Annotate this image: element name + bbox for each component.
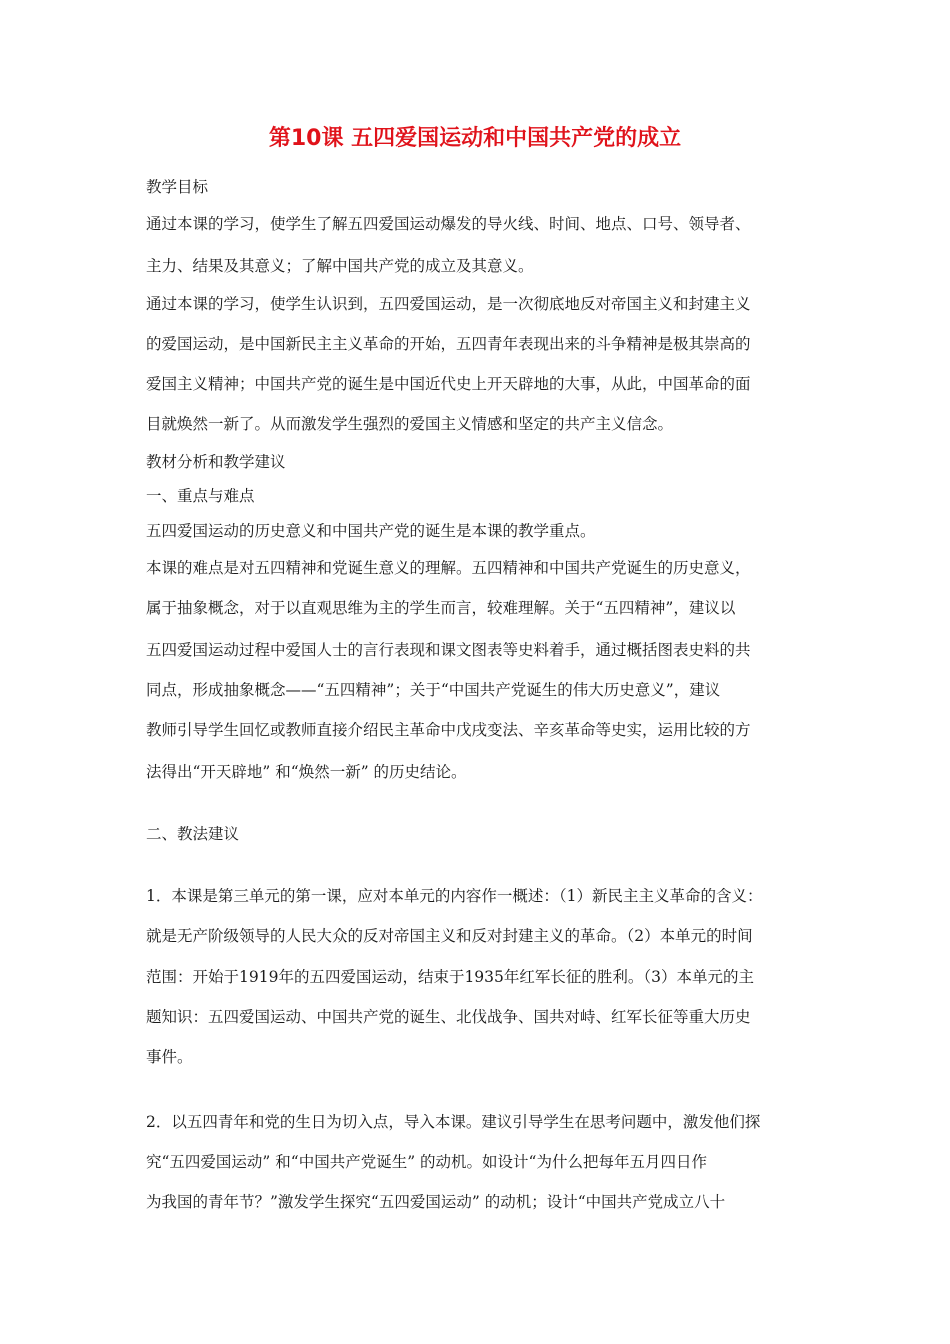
paragraph-line: 的爱国运动，是中国新民主主义革命的开始，五四青年表现出来的斗争精神是极其崇高的 — [146, 335, 751, 353]
paragraph-line: 五四爱国运动的历史意义和中国共产党的诞生是本课的教学重点。 — [146, 522, 596, 540]
paragraph-line: 1．本课是第三单元的第一课，应对本单元的内容作一概述：（1）新民主主义革命的含义： — [146, 887, 763, 905]
paragraph-line: 爱国主义精神；中国共产党的诞生是中国近代史上开天辟地的大事，从此，中国革命的面 — [146, 375, 751, 393]
heading-method-suggestions: 二、教法建议 — [146, 825, 240, 843]
paragraph-line: 题知识：五四爱国运动、中国共产党的诞生、北伐战争、国共对峙、红军长征等重大历史 — [146, 1008, 751, 1026]
paragraph-line: 事件。 — [146, 1048, 193, 1066]
heading-key-points: 一、重点与难点 — [146, 487, 255, 505]
paragraph-line: 主力、结果及其意义；了解中国共产党的成立及其意义。 — [146, 257, 534, 275]
paragraph-line: 通过本课的学习，使学生认识到，五四爱国运动，是一次彻底地反对帝国主义和封建主义 — [146, 295, 751, 313]
paragraph-line: 为我国的青年节？”激发学生探究“五四爱国运动” 的动机；设计“中国共产党成立八十 — [146, 1193, 726, 1211]
paragraph-line: 究“五四爱国运动” 和“中国共产党诞生” 的动机。如设计“为什么把每年五月四日作 — [146, 1153, 707, 1171]
paragraph-line: 目就焕然一新了。从而激发学生强烈的爱国主义情感和坚定的共产主义信念。 — [146, 415, 674, 433]
paragraph-line: 法得出“开天辟地” 和“焕然一新” 的历史结论。 — [146, 763, 467, 781]
paragraph-line: 同点，形成抽象概念——“五四精神”；关于“中国共产党诞生的伟大历史意义”，建议 — [146, 681, 721, 699]
paragraph-line: 五四爱国运动过程中爱国人士的言行表现和课文图表等史料着手，通过概括图表史料的共 — [146, 641, 751, 659]
paragraph-line: 通过本课的学习，使学生了解五四爱国运动爆发的导火线、时间、地点、口号、领导者、 — [146, 215, 751, 233]
paragraph-line: 本课的难点是对五四精神和党诞生意义的理解。五四精神和中国共产党诞生的历史意义， — [146, 559, 751, 577]
document-title: 第10课 五四爱国运动和中国共产党的成立 — [268, 126, 682, 151]
paragraph-line: 属于抽象概念，对于以直观思维为主的学生而言，较难理解。关于“五四精神”，建议以 — [146, 599, 736, 617]
heading-teaching-goals: 教学目标 — [146, 178, 209, 196]
paragraph-line: 教师引导学生回忆或教师直接介绍民主革命中戊戌变法、辛亥革命等史实，运用比较的方 — [146, 721, 751, 739]
paragraph-line: 2．以五四青年和党的生日为切入点，导入本课。建议引导学生在思考问题中，激发他们探 — [146, 1113, 761, 1131]
heading-material-analysis: 教材分析和教学建议 — [146, 453, 286, 471]
paragraph-line: 范围：开始于1919年的五四爱国运动，结束于1935年红军长征的胜利。（3）本单元的主 — [146, 968, 755, 986]
paragraph-line: 就是无产阶级领导的人民大众的反对帝国主义和反对封建主义的革命。（2）本单元的时间 — [146, 927, 753, 945]
